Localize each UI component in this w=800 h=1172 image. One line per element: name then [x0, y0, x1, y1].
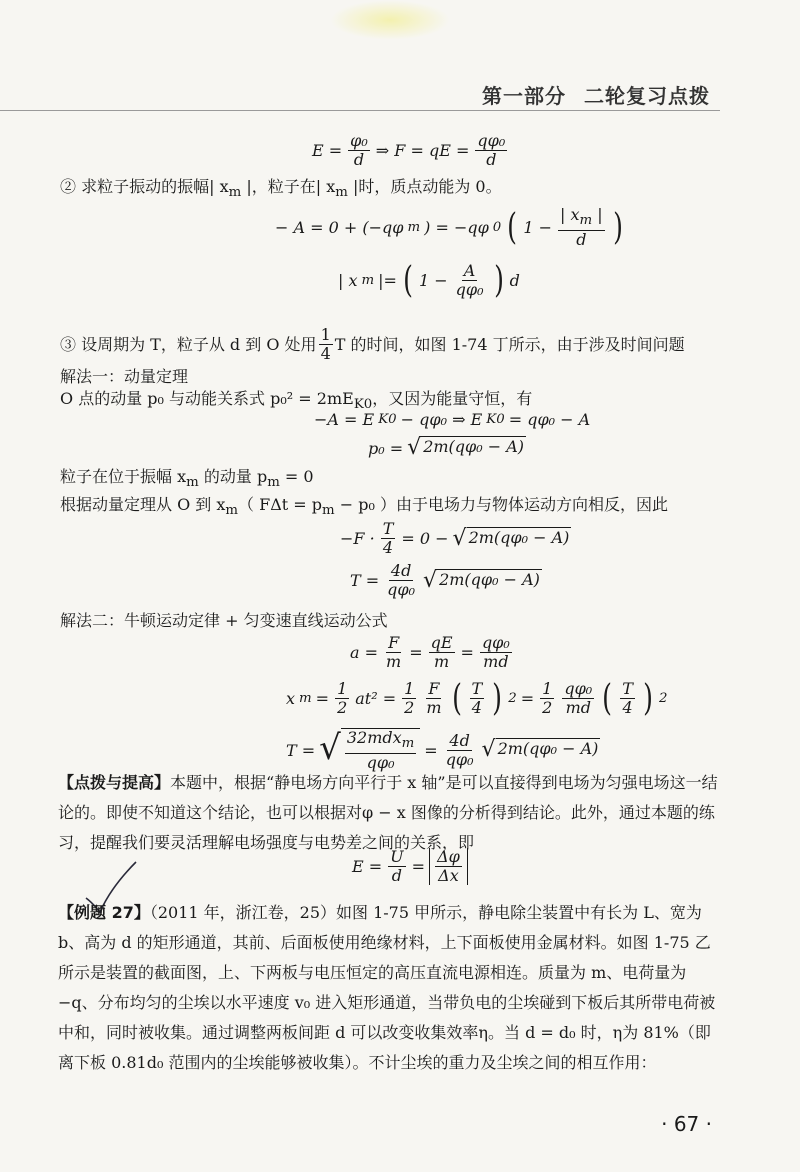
text: = 0	[279, 467, 314, 486]
method-1-title: 解法一：动量定理	[60, 367, 189, 386]
momentum-theorem-line	[60, 494, 668, 522]
subscript: m	[225, 503, 239, 519]
denominator: 2	[542, 698, 553, 717]
numerator: 4d	[390, 561, 412, 580]
eq-text: 1 −	[523, 218, 552, 238]
subscript: m	[407, 220, 421, 236]
numerator: Δφ	[437, 847, 460, 866]
equation-amplitude	[338, 259, 520, 301]
eq-text: =	[411, 857, 426, 876]
fraction	[454, 262, 486, 299]
text: 根据动量定理从 O 到 x	[60, 495, 226, 514]
eq-text: 32mdx	[346, 728, 402, 747]
numerator: qφ₀	[477, 131, 506, 150]
numerator: 1	[320, 325, 331, 344]
fraction	[558, 206, 605, 249]
numerator: 4d	[449, 730, 470, 750]
equation-acceleration: a = $\frac{F}{m}$ = $\frac{qE}{m}$ = $\frac{\text{qφ₀}}{md}$	[350, 633, 510, 671]
fraction	[429, 634, 455, 671]
denominator: d	[353, 150, 365, 169]
numerator	[345, 729, 416, 754]
eq-text: T =	[350, 571, 380, 590]
sqrt: √ 2m(qφ₀ − A)	[407, 435, 525, 460]
text: O 点的动量 p₀ 与动能关系式 p₀² = 2mE	[60, 389, 354, 408]
eq-text: 1 −	[418, 271, 448, 290]
fraction	[620, 680, 635, 717]
numerator: qE	[430, 633, 453, 652]
eq-text: |	[592, 205, 603, 224]
eq-text: =	[424, 740, 438, 760]
text: ② 求粒子振动的振幅| x	[60, 177, 229, 196]
subscript: K0	[378, 412, 397, 427]
fraction	[444, 732, 476, 769]
sqrt: √ 2m(qφ₀ − A)	[423, 567, 540, 593]
eq-text: −F ·	[340, 529, 375, 548]
subscript: m	[267, 475, 280, 491]
paren: )	[493, 259, 504, 301]
equation-e-field	[312, 132, 509, 169]
fraction	[348, 132, 370, 169]
paren: )	[612, 206, 623, 248]
equation-period-2	[286, 728, 600, 772]
eq-text: a =	[350, 643, 379, 662]
denominator: 4	[320, 344, 331, 363]
radicand	[341, 728, 420, 772]
fraction	[540, 680, 554, 717]
page-stain	[330, 0, 450, 40]
denominator: m	[386, 652, 402, 671]
denominator: m	[426, 698, 442, 717]
denominator: md	[565, 698, 591, 717]
text: （ FΔt = p	[238, 495, 323, 514]
text: 的动量 p	[198, 467, 268, 486]
running-header	[482, 80, 710, 109]
subscript: m	[401, 736, 415, 752]
equation-momentum-p0	[368, 436, 526, 460]
fraction	[388, 848, 405, 885]
eq-text: ) = −qφ	[424, 218, 489, 238]
subscript: K0	[486, 412, 505, 427]
subscript: m	[335, 185, 348, 201]
eq-text: = 0 −	[401, 529, 449, 548]
text: 粒子在位于振幅 x	[60, 467, 187, 486]
fraction	[385, 562, 417, 599]
text: ，又因为能量守恒，有	[372, 389, 533, 408]
denominator: m	[433, 652, 450, 671]
hint-text: 本题中，根据“静电场方向平行于 x 轴”是可以直接得到电场为匀强电场这一结论的。即使不知道这个结论，也可以根据对φ − x 图像的分析得到结论。此外，通过本题的练习，提醒我们要灵活理解电场强度与电势差之间的关系，即	[58, 773, 718, 852]
denominator: 2	[404, 698, 415, 717]
text: |时，质点动能为 0。	[347, 177, 502, 196]
equation-energy-conservation	[314, 410, 590, 429]
denominator: d	[391, 866, 403, 885]
equation-impulse	[340, 520, 571, 557]
text: |，粒子在| x	[241, 177, 336, 196]
method-2-title: 解法二：牛顿运动定律 + 匀变速直线运动公式	[60, 611, 388, 630]
equation-amplitude-energy: − A = 0 + (−qφ m ) = −qφ 0 ( 1 − $\frac{| x_m |}{d}$ )	[275, 205, 623, 250]
example-text: （2011 年，浙江卷，25）如图 1-75 甲所示，静电除尘装置中有长为 L、宽为 b、高为 d 的矩形通道，其前、后面板使用绝缘材料，上下面板使用金属材料。如图 1-75 乙所示是装置的截面图，上、下两板与电压恒定的高压直流电源相连。质量为 m、电荷量为−q、分布均匀的尘埃以水平速度 v₀ 进入矩形通道，当带负电的尘埃碰到下板后其所带电荷被中和，同时被收集。通过调整两板间距 d 可以改变收集效率η。当 d = d₀ 时，η为 81%（即离下板 0.81d₀ 范围内的尘埃能够被收集）。不计尘埃的重力及尘埃之间的相互作用：	[58, 903, 716, 1072]
subscript: m	[228, 185, 242, 201]
fraction	[470, 680, 485, 717]
sqrt: √ 2m(qφ₀ − A)	[452, 525, 570, 551]
subscript: K0	[353, 397, 373, 413]
fraction	[319, 326, 333, 363]
numerator: U	[390, 847, 404, 866]
eq-text: − qφ₀ ⇒ E	[400, 410, 483, 429]
header-part: 第一部分	[482, 84, 566, 108]
denominator: Δx	[438, 866, 459, 885]
numerator: T	[622, 679, 633, 698]
paren: (	[403, 259, 413, 301]
eq-text: E =	[352, 857, 383, 876]
numerator: qφ₀	[481, 633, 510, 652]
denominator: qφ₀	[387, 580, 416, 599]
radicand: 2m(qφ₀ − A)	[423, 437, 525, 456]
eq-text: −A = E	[314, 410, 375, 429]
denominator: 4	[622, 698, 633, 717]
numerator: F	[388, 633, 400, 652]
page-number: · 67 ·	[661, 1112, 712, 1136]
eq-text: at² =	[355, 689, 397, 708]
eq-text: =	[315, 689, 330, 708]
fraction	[480, 634, 512, 671]
denominator: qφ₀	[366, 753, 395, 773]
radicand: 2m(qφ₀ − A)	[439, 569, 540, 589]
subscript: m	[322, 503, 335, 519]
fraction	[475, 132, 507, 169]
numerator: 1	[337, 679, 348, 698]
denominator: qφ₀	[445, 749, 474, 769]
denominator: d	[486, 150, 497, 169]
subscript: m	[186, 475, 199, 491]
radicand: 2m(qφ₀ − A)	[497, 739, 599, 759]
sqrt: √ 2m(qφ₀ − A)	[481, 737, 599, 763]
denominator: md	[483, 652, 509, 671]
fraction	[384, 634, 403, 671]
denominator: 4	[471, 698, 482, 717]
step-2-text	[60, 176, 502, 204]
header-rule	[0, 110, 720, 111]
eq-text: p₀ =	[368, 438, 404, 458]
eq-text: d	[509, 271, 520, 290]
sqrt: √ $\frac{32mdx_m}{\text{qφ₀}}$	[319, 728, 420, 772]
equation-field-potential	[352, 848, 468, 885]
header-section: 二轮复习点拨	[584, 84, 710, 108]
fraction	[335, 680, 349, 717]
eq-text: − A = 0 + (−qφ	[275, 218, 404, 238]
numerator: T	[471, 679, 483, 698]
denominator: qφ₀	[455, 280, 484, 299]
equation-displacement: x m = $\frac{1}{2}$ at² = $\frac{1}{2}$ $\frac{F}{m}$ ( $\frac{T}{4}$ ) 2 = $\frac{1}{2}$ $\frac{\text{qφ₀}}{md}$ ( $\frac{T}{4}$ ) 2	[286, 677, 668, 719]
equation-period-1	[350, 562, 542, 599]
eq-text: |=	[378, 271, 397, 290]
eq-text: E =	[312, 141, 343, 160]
fraction	[424, 680, 443, 717]
numerator: 1	[404, 679, 415, 698]
subscript: m	[299, 691, 312, 706]
fraction	[402, 680, 416, 717]
fraction	[381, 520, 396, 557]
eq-text: | x	[338, 271, 358, 290]
numerator: T	[382, 519, 394, 538]
subscript: m	[361, 273, 375, 288]
numerator: F	[428, 679, 440, 698]
hint-label: 【点拨与提高】	[58, 773, 171, 792]
denominator: d	[576, 230, 587, 250]
numerator	[558, 206, 605, 231]
text: ③ 设周期为 T，粒子从 d 到 O 处用	[60, 334, 317, 354]
numerator: qφ₀	[564, 679, 593, 698]
text: T 的时间，如图 1-74 丁所示，由于涉及时间问题	[334, 334, 685, 354]
example-27-paragraph	[58, 898, 718, 1078]
numerator: φ₀	[350, 131, 368, 150]
momentum-at-amplitude	[60, 466, 314, 494]
step-3-text	[60, 326, 685, 363]
text: − p₀ ）由于电场力与物体运动方向相反，因此	[334, 495, 669, 514]
numerator: A	[463, 261, 476, 280]
paren: (	[507, 206, 518, 248]
eq-text: ⇒ F = qE =	[375, 141, 470, 160]
denominator: 4	[382, 538, 394, 557]
fraction	[562, 680, 594, 717]
absolute-value	[429, 848, 468, 885]
eq-text: = qφ₀ − A	[508, 410, 591, 429]
denominator: 2	[337, 698, 348, 717]
subscript: m	[579, 213, 593, 229]
eq-text: T =	[286, 740, 316, 760]
eq-text: x	[286, 689, 296, 708]
example-label: 【例题 27】	[58, 903, 150, 922]
numerator: 1	[542, 679, 553, 698]
eq-text: | x	[560, 205, 580, 224]
radicand: 2m(qφ₀ − A)	[468, 527, 570, 547]
hint-paragraph	[58, 768, 718, 858]
